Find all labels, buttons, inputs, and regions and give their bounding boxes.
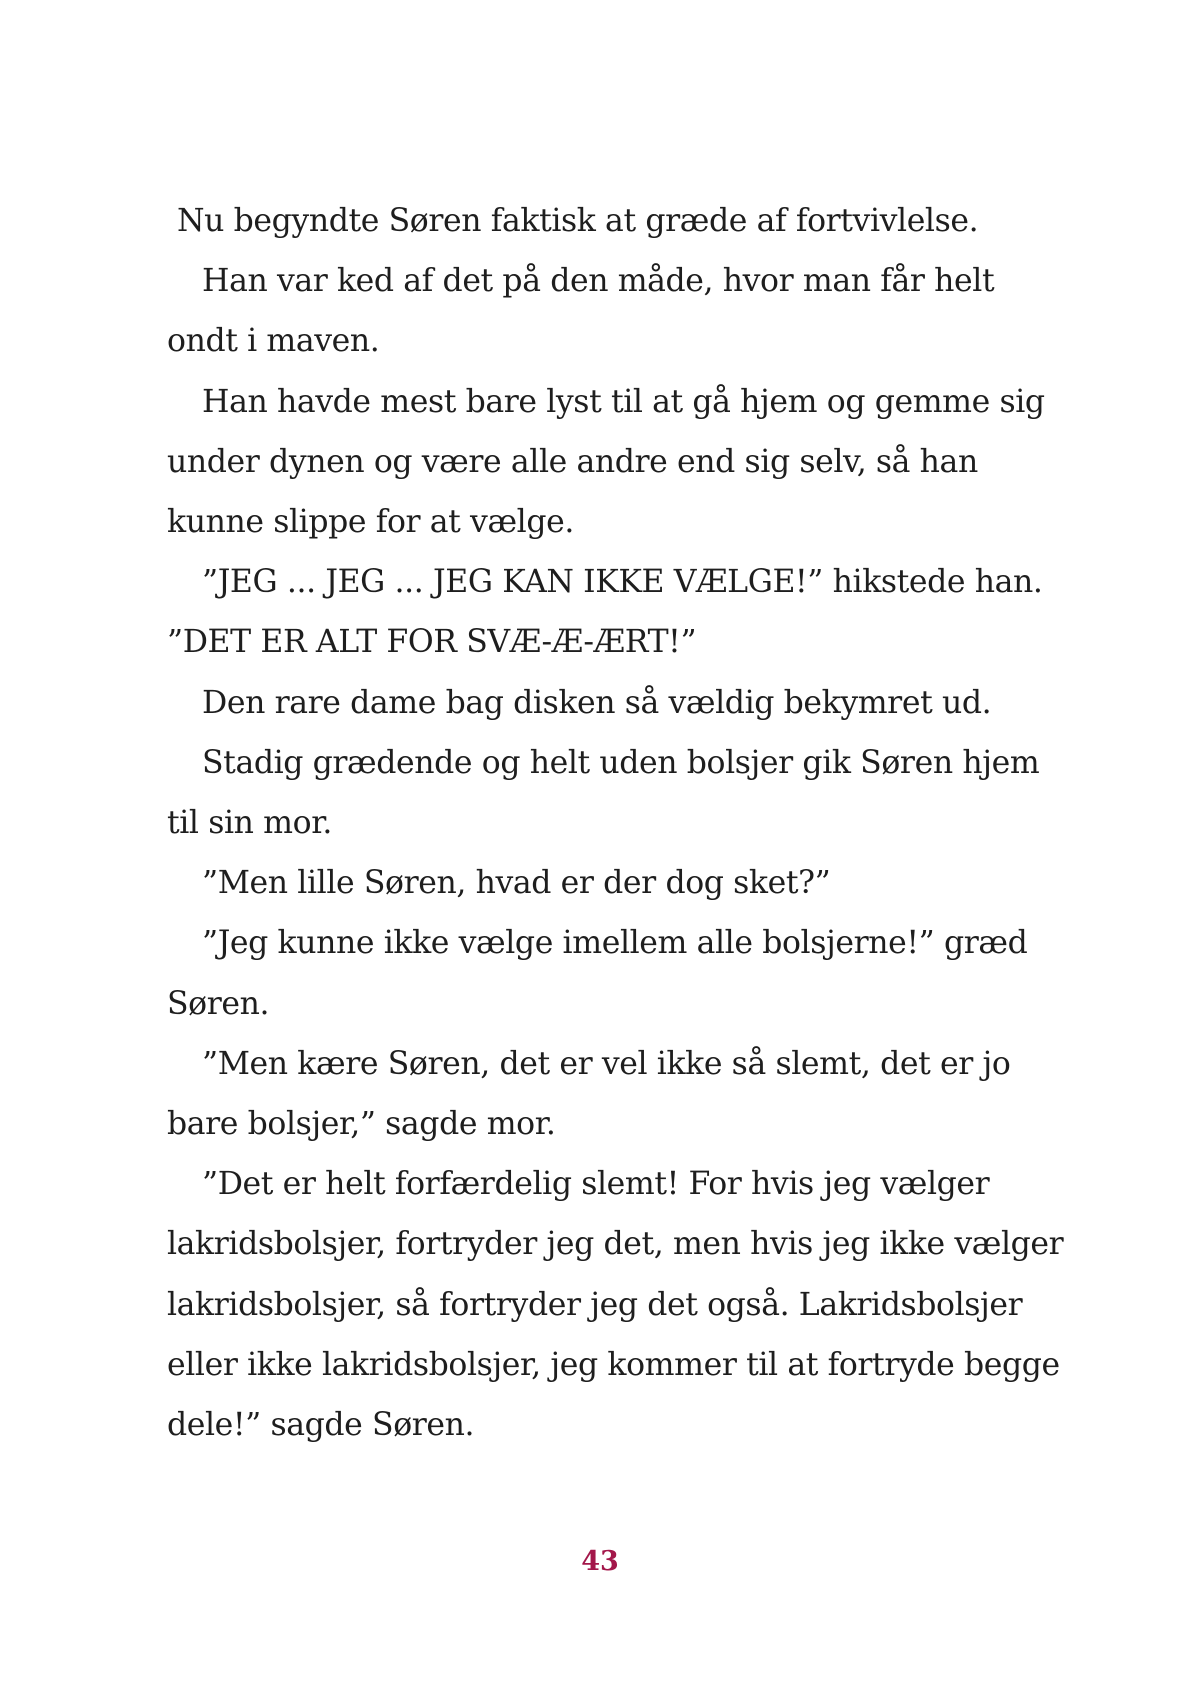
paragraph-3: Han havde mest bare lyst til at gå hjem og gemme sig under dynen og være alle andre end sig selv, så han kunne slippe for at vælge.	[167, 383, 1045, 541]
paragraph-2: Han var ked af det på den måde, hvor man får helt ondt i maven.	[167, 263, 995, 360]
paragraph-5: ”DET ER ALT FOR SVÆ-Æ-ÆRT!”	[167, 624, 697, 661]
paragraph-10: ”Men kære Søren, det er vel ikke så slemt, det er jo bare bolsjer,” sagde mor.	[167, 1045, 1011, 1143]
paragraph-8: ”Men lille Søren, hvad er der dog sket?”	[202, 865, 831, 902]
paragraph-6: Den rare dame bag disken så vældig bekymret ud.	[202, 684, 992, 721]
paragraph-9: ”Jeg kunne ikke vælge imellem alle bolsjerne!” græd Søren.	[167, 925, 1028, 1022]
paragraph-1: Nu begyndte Søren faktisk at græde af fortvivlelse.	[177, 203, 979, 239]
page-number: 43	[581, 1546, 619, 1577]
paragraph-4: ”JEG ... JEG ... JEG KAN IKKE VÆLGE!” hikstede han.	[202, 564, 1043, 601]
paragraph-7: Stadig grædende og helt uden bolsjer gik Søren hjem til sin mor.	[167, 744, 1040, 842]
body-text	[167, 191, 1067, 1455]
paragraph-11: ”Det er helt forfærdelig slemt! For hvis jeg vælger lakridsbolsjer, fortryder jeg det, men hvis jeg ikke vælger lakridsbolsjer, så fortryder jeg det også. Lakridsbolsjer eller ikke lakridsbolsjer, jeg kommer til at fortryde begge dele!” sagde Søren.	[167, 1166, 1064, 1444]
